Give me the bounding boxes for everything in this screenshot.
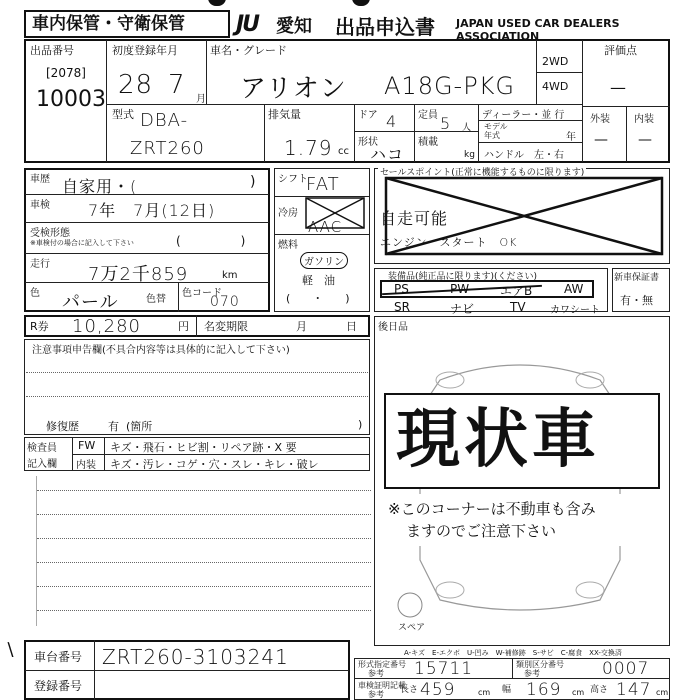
new-warranty-label: 新車保証書 (614, 273, 660, 283)
storage-label: 車内保管・守衛保管 (32, 14, 185, 34)
new-warranty-value: 有・無 (620, 294, 653, 307)
inspector-label-2: 記入欄 (27, 459, 57, 470)
accessory-aw: AW (564, 282, 584, 296)
repair-history-value: 有 (108, 420, 119, 433)
length-unit: cm (478, 688, 491, 697)
certificate-sub: 参考 (368, 690, 384, 699)
first-reg-label: 初度登録年月 (112, 44, 178, 57)
designation-label: 形式指定番号 (358, 660, 406, 669)
width-label: 幅 (502, 685, 512, 695)
repair-history-label: 修復歴 (46, 420, 79, 433)
height-unit: cm (656, 688, 669, 697)
name-change-label: 名変期限 (204, 320, 248, 333)
displacement-unit: cc (338, 146, 349, 157)
selling-point-label: セールスポイント(正常に機能するものに限ります) (378, 165, 586, 178)
ac-label: 冷房 (278, 208, 298, 219)
interior-label: 内装 (634, 114, 654, 125)
length-value: 459 (420, 680, 456, 700)
category-value: 0007 (602, 659, 650, 679)
inspector-label-1: 検査員 (27, 443, 57, 454)
accessory-ps: PS (394, 282, 409, 296)
height-value: 147 (616, 680, 652, 700)
name-change-month: 月 (296, 320, 307, 333)
ac-cross-mark (304, 196, 366, 230)
chassis-value: ZRT260-3103241 (102, 645, 289, 669)
interior-value: — (638, 132, 652, 148)
inspector-fw-label: FW (78, 439, 96, 452)
color-label: 色 (30, 288, 40, 299)
chassis-label: 車台番号 (34, 650, 83, 664)
width-unit: cm (572, 688, 585, 697)
shift-label: シフト (278, 174, 308, 185)
fuel-label: 燃料 (278, 240, 298, 251)
receipt-note: ※車検付の場合に記入して下さい (30, 239, 134, 247)
ju-logo-mark: JU (236, 12, 259, 37)
shaken-value: 7年 7月(12日) (88, 201, 216, 220)
color-shade-label: 色替 (146, 294, 166, 305)
name-change-day: 日 (346, 320, 357, 333)
receipt-paren: ( ) (176, 234, 246, 248)
load-label: 積載 (418, 137, 438, 148)
capacity-label: 定員 (418, 110, 438, 121)
color-code-label: 色コード (182, 288, 222, 299)
exterior-label: 外装 (590, 114, 610, 125)
model-label: 型式 (112, 108, 134, 121)
recycle-value: 10,280 (72, 316, 141, 337)
inspector-interior-text: キズ・汚レ・コゲ・穴・スレ・キレ・破レ (110, 458, 319, 471)
certificate-label: 車検証明記載 (358, 681, 406, 690)
accessory-tv: TV (510, 300, 526, 314)
designation-sub: 参考 (368, 669, 384, 678)
evaluation-label: 評価点 (604, 44, 637, 57)
notes-label: 注意事項申告欄(不具合内容等は具体的に記入して下さい) (32, 345, 290, 356)
repair-history-paren: (箇所 (126, 420, 153, 433)
height-label: 高さ (590, 685, 609, 695)
shift-value: FAT (306, 174, 340, 195)
storage-box (24, 10, 230, 38)
color-code-value: 070 (210, 294, 240, 310)
shaken-label: 車検 (30, 200, 50, 211)
inspector-interior-label: 内装 (76, 460, 96, 471)
evaluation-value: — (610, 78, 626, 97)
notice-line-1: ※このコーナーは不動車も含み (388, 500, 596, 518)
first-reg-month-unit: 月 (196, 94, 206, 105)
damage-legend: A-キズ E-エクボ U-凹み W-補修跡 S-サビ C-腐食 XX-交換済 (404, 649, 622, 657)
exterior-value: — (594, 132, 608, 148)
category-sub: 参考 (524, 669, 540, 678)
accessory-navi: ナビ (450, 302, 475, 316)
fuel-gasoline: ガソリン (300, 252, 348, 269)
displacement-value: 1.79 (284, 136, 333, 160)
door-value: 4 (386, 112, 398, 131)
spare-label: スペア (398, 623, 426, 633)
model-year-label: モデル 年式 (484, 122, 508, 140)
accessory-sr: SR (394, 300, 410, 314)
color-value: パール (62, 292, 119, 313)
mileage-value: 7万2千859 (88, 264, 189, 285)
model-code: ZRT260 (130, 138, 205, 159)
association-name: JAPAN USED CAR DEALERS ASSOCIATION (456, 17, 620, 43)
car-type-label: 車歴 (30, 174, 50, 185)
margin-mark: ∖ (4, 640, 16, 661)
fuel-light-oil: 軽 油 (302, 274, 335, 287)
ju-logo (236, 12, 276, 36)
selling-point-line1: 自走可能 (380, 209, 449, 228)
lot-bracket-code: [2078] (46, 66, 86, 80)
displacement-label: 排気量 (268, 108, 301, 121)
shape-value: ハコ (370, 145, 405, 164)
first-reg-year: 28 (118, 70, 154, 100)
registration-number-label: 登録番号 (34, 679, 83, 693)
stamp-text: 現状車 (396, 403, 600, 477)
load-unit: kg (464, 150, 475, 160)
top-mark-right (352, 0, 370, 6)
org-name: 愛知 (276, 16, 312, 37)
drive-2wd: 2WD (542, 55, 569, 68)
blank-lines-area (36, 476, 370, 626)
length-label: 長さ (400, 685, 419, 695)
accessories-label: 装備品(純正品に限ります)(ください) (388, 272, 538, 282)
mileage-unit: km (222, 270, 238, 281)
car-type-value: 自家用・( (62, 177, 138, 196)
diagram-label: 後日品 (378, 322, 408, 333)
handle-label: ハンドル 左・右 (484, 150, 564, 161)
selling-point-line2: エンジン スタート OK (380, 236, 518, 249)
accessory-seat: カワシート (550, 305, 600, 316)
width-value: 169 (526, 680, 562, 700)
recycle-unit: 円 (178, 320, 189, 333)
car-name: アリオン (240, 74, 347, 104)
car-grade: A18G-PKG (384, 72, 516, 100)
model-code-prefix: DBA- (140, 110, 189, 131)
repair-history-close: ) (358, 418, 363, 431)
lot-number: 10003 (36, 87, 106, 112)
ac-value: AAC (308, 218, 343, 236)
notice-line-2: ますのでご注意下さい (406, 522, 557, 540)
form-title: 出品申込書 (335, 15, 435, 39)
receipt-label: 受検形態 (30, 228, 70, 239)
year-unit: 年 (566, 132, 576, 143)
first-reg-month: 7 (168, 70, 186, 100)
car-type-close: ) (250, 174, 256, 190)
shape-label: 形状 (358, 137, 378, 148)
mileage-label: 走行 (30, 259, 50, 270)
inspector-fw-text: キズ・飛石・ヒビ割・リペア跡・X 要 (110, 441, 297, 454)
capacity-value: 5 (440, 114, 452, 133)
car-name-label: 車名・グレード (210, 44, 287, 57)
top-mark-left (208, 0, 226, 6)
fuel-paren: ( ・ ) (286, 292, 350, 305)
capacity-unit: 人 (462, 123, 472, 133)
drive-4wd: 4WD (542, 80, 569, 93)
selling-point-cross-mark (384, 176, 664, 256)
door-label: ドア (358, 110, 378, 121)
category-label: 類別区分番号 (516, 660, 564, 669)
dealer-label: ディーラー・並 行 (482, 110, 565, 121)
accessory-airbag: エアB (500, 284, 533, 298)
recycle-label: R券 (30, 320, 49, 333)
designation-value: 15711 (414, 659, 474, 679)
lot-label: 出品番号 (30, 44, 74, 57)
